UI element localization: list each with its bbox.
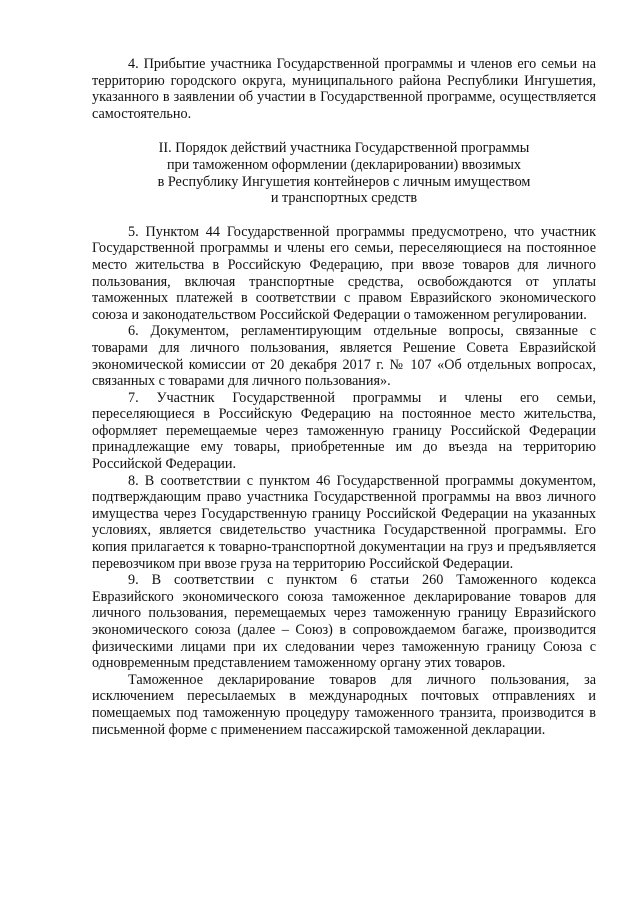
paragraph-4: 4. Прибытие участника Государственной программы и членов его семьи на территорию городского округа, муниципального района Республики Ингушетия, указанного в заявлении об участии в Государственной программе, осуществляется самостоятельно. [92,56,596,122]
section-heading [92,140,596,206]
document-page [92,56,596,738]
paragraph-8: 8. В соответствии с пунктом 46 Государственной программы документом, подтверждающим право участника Государственной программы на ввоз личного имущества через Государственную границу Российской Федерации на указанных условиях, является свидетельство участника Государственной программы. Его копия прилагается к товарно-транспортной документации на груз и предъявляется перевозчиком при ввозе груза на территорию Российской Федерации. [92,472,596,572]
paragraph-9-continued: Таможенное декларирование товаров для личного пользования, за исключением пересылаемых в международных почтовых отправлениях и помещаемых под таможенную процедуру таможенного транзита, производится в письменной форме с применением пассажирской таможенной декларации. [92,671,596,738]
paragraph-5: 5. Пунктом 44 Государственной программы предусмотрено, что участник Государственной программы и члены его семьи, переселяющиеся на постоянное место жительства в Российскую Федерацию, при ввозе товаров для личного пользования, включая транспортные средства, освобождаются от уплаты таможенных платежей в соответствии с правом Евразийского экономического союза и законодательством Российской Федерации о таможенном регулировании. [92,223,596,323]
paragraph-7: 7. Участник Государственной программы и члены его семьи, переселяющиеся в Российскую Федерацию на постоянное место жительства, оформляет перемещаемые через таможенную границу Российской Федерации принадлежащие ему товары, приобретенные им до въезда на территорию Российской Федерации. [92,389,596,473]
paragraph-9: 9. В соответствии с пунктом 6 статьи 260 Таможенного кодекса Евразийского экономического союза таможенное декларирование товаров для личного пользования, перемещаемых через таможенную границу Евразийского экономического союза (далее – Союз) в сопровождаемом багаже, производится физическими лицами при их следовании через таможенную границу Союза с одновременным представлением таможенному органу этих товаров. [92,572,596,672]
section-heading-line-3: в Республику Ингушетия контейнеров с личным имуществом [157,173,531,190]
section-heading-line-2: при таможенном оформлении (декларировании) ввозимых [166,156,522,173]
section-heading-line-1: II. Порядок действий участника Государственной программы [158,140,530,157]
paragraph-6: 6. Документом, регламентирующим отдельные вопросы, связанные с товарами для личного пользования, является Решение Совета Евразийской экономической комиссии от 20 декабря 2017 г. № 107 «Об отдельных вопросах, связанных с товарами для личного пользования». [92,323,596,390]
section-heading-line-4: и транспортных средств [270,190,418,207]
